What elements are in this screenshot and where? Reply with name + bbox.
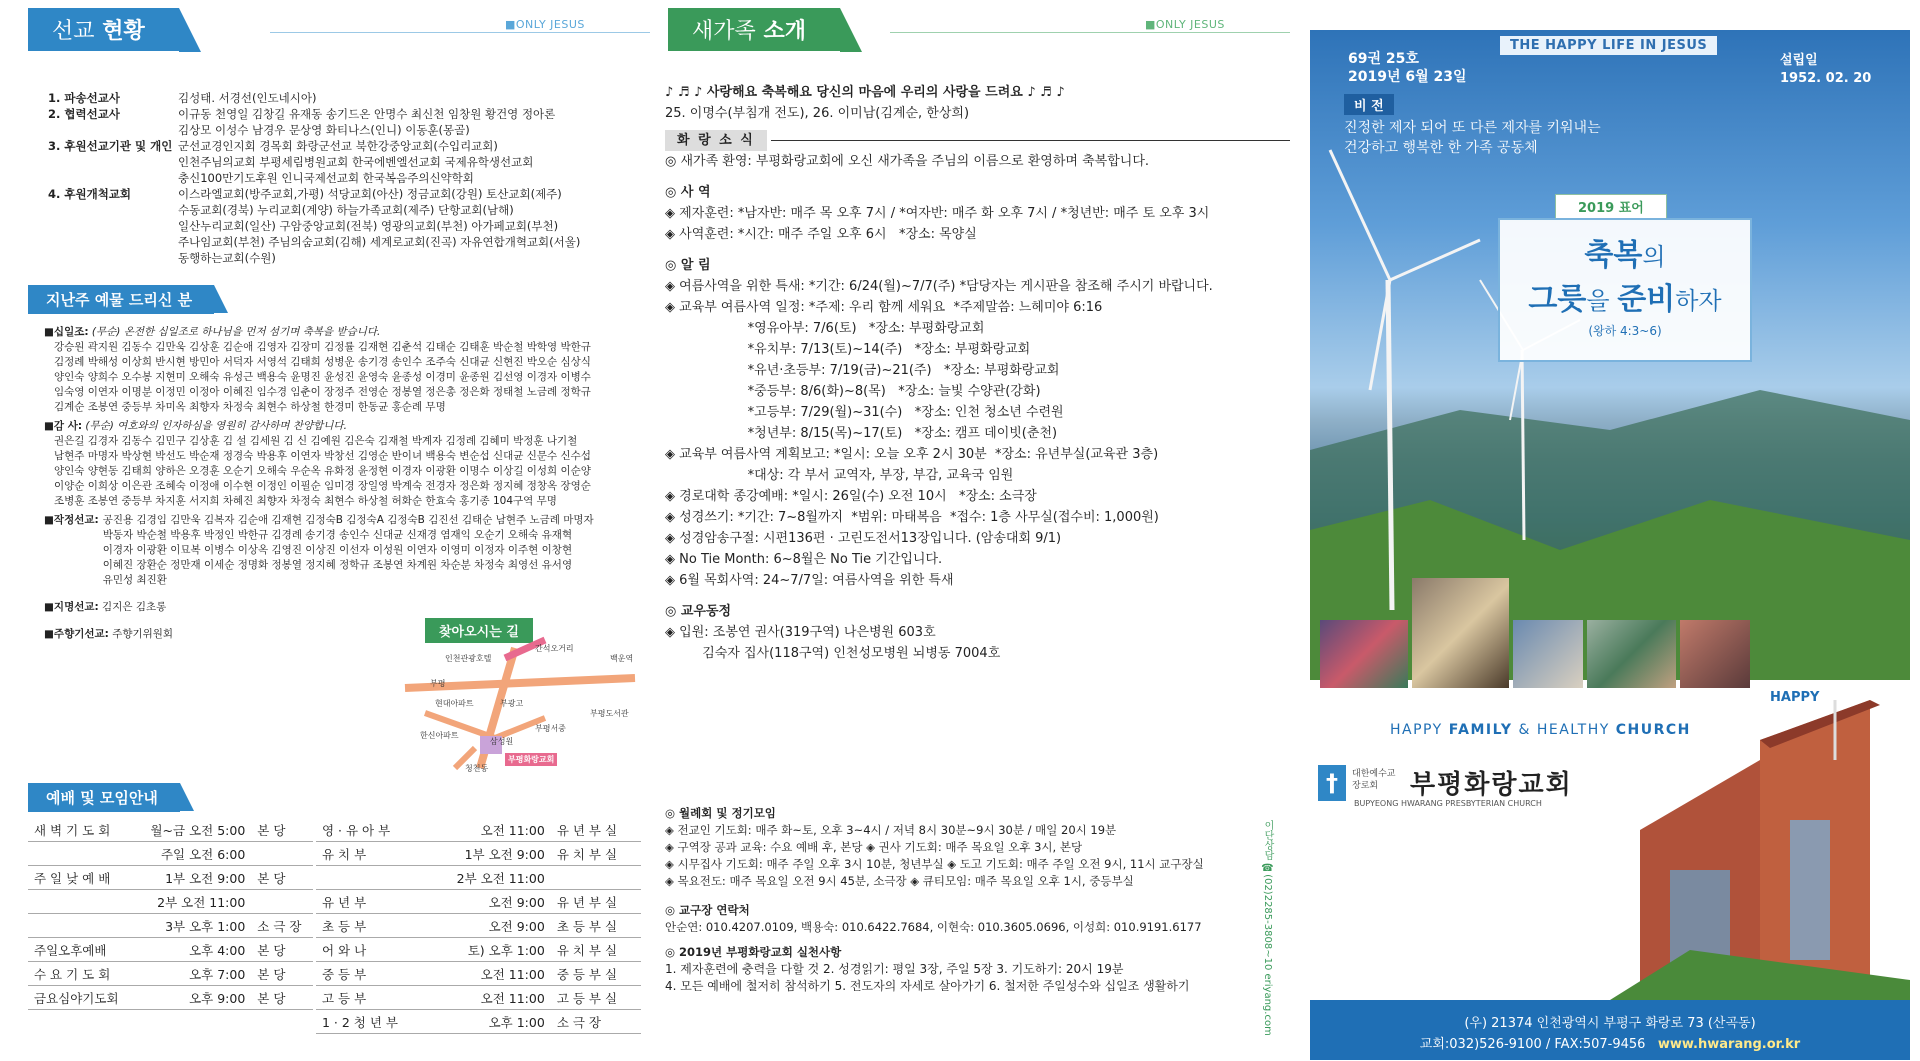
offering-header: 지난주 예물 드리신 분 bbox=[28, 285, 214, 314]
house-names: 주향기위원회 bbox=[112, 628, 174, 640]
worship-cell bbox=[251, 890, 313, 914]
mission-row bbox=[48, 138, 648, 154]
mission-row bbox=[48, 154, 648, 170]
worship-cell: 본 당 bbox=[251, 938, 313, 962]
map-place-label: 현대아파트 bbox=[435, 699, 474, 708]
worship-row bbox=[316, 986, 641, 1010]
worship-cell: 수 요 기 도 회 bbox=[28, 962, 134, 986]
name-line: 강승원 곽지원 김동수 김만욱 김상훈 김순애 김영자 김장미 김정률 김재현 김춘석 김태순 김태훈 박순철 박학영 박한규 bbox=[54, 341, 591, 353]
mission-row bbox=[48, 122, 648, 138]
meetings-block bbox=[665, 805, 1290, 995]
phone-fax: 교회:032)526-9100 / FAX:507-9456 bbox=[1419, 1037, 1646, 1052]
news-section-head: ◎ 알 림 bbox=[665, 258, 711, 273]
thanks-label: ■감 사: bbox=[44, 420, 83, 432]
contacts-head: ◎ 교구장 연락처 bbox=[665, 903, 750, 917]
mission-list bbox=[48, 90, 648, 266]
news-line: ◈ 교육부 여름사역 일정: *주제: 우리 함께 세워요 *주제말씀: 느헤미야 6:16 bbox=[665, 300, 1103, 315]
worship-cell bbox=[28, 914, 134, 938]
mission-title-a: 선교 bbox=[52, 19, 95, 44]
meetings-list bbox=[665, 822, 1290, 890]
mission-row bbox=[48, 186, 648, 202]
practice-list bbox=[665, 961, 1290, 995]
church-name: 부평화랑교회 bbox=[1410, 770, 1573, 800]
worship-row bbox=[28, 914, 313, 938]
worship-cell: 월~금 오전 5:00 bbox=[134, 818, 251, 842]
worship-cell: 소 극 장 bbox=[251, 914, 313, 938]
news-line: *고등부: 7/29(월)~31(수) *장소: 인천 청소년 수련원 bbox=[665, 405, 1064, 420]
meeting-line: ◈ 시무집사 기도회: 매주 주일 오후 3시 10분, 청년부실 ◈ 도고 기도회: 매주 주일 오전 9시, 11시 교구장실 bbox=[665, 857, 1204, 871]
map-place-label: 부광고 bbox=[500, 699, 524, 708]
worship-cell bbox=[28, 842, 134, 866]
worship-cell: 토) 오후 1:00 bbox=[426, 938, 551, 962]
meetings-head: ◎ 월례회 및 정기모임 bbox=[665, 806, 776, 820]
worship-row bbox=[316, 1010, 641, 1034]
news-line: *영유아부: 7/6(토) *장소: 부평화랑교회 bbox=[665, 321, 985, 336]
photo-2 bbox=[1412, 578, 1509, 688]
news-line: ◈ No Tie Month: 6~8월은 No Tie 기간입니다. bbox=[665, 552, 943, 567]
founded-date: 1952. 02. 20 bbox=[1780, 71, 1872, 86]
photo-3 bbox=[1513, 620, 1583, 688]
worship-cell: 유 년 부 bbox=[316, 890, 426, 914]
vision-line-2: 건강하고 행복한 한 가족 공동체 bbox=[1344, 140, 1538, 156]
mission-row-label bbox=[48, 250, 178, 266]
worship-cell: 유 치 부 실 bbox=[551, 938, 641, 962]
news-line: ◈ 교육부 여름사역 계획보고: *일시: 오늘 오후 2시 30분 *장소: 유년부실(교육관 3층) bbox=[665, 447, 1159, 462]
news-line: ◈ 성경암송구절: 시편136편 · 고린도전서13장입니다. (암송대회 9/1) bbox=[665, 531, 1062, 546]
happy-label: HAPPY bbox=[1770, 690, 1820, 705]
map-place-label: 부평도서관 bbox=[590, 709, 629, 718]
mission-title-b: 현황 bbox=[102, 19, 145, 44]
photo-1 bbox=[1320, 620, 1408, 688]
designated-names: 김지은 김초롱 bbox=[102, 601, 167, 613]
worship-cell: 본 당 bbox=[251, 962, 313, 986]
worship-cell: 유 치 부 실 bbox=[551, 842, 641, 866]
worship-cell: 영 · 유 아 부 bbox=[316, 818, 426, 842]
worship-row bbox=[316, 962, 641, 986]
worship-cell: 오전 9:00 bbox=[426, 890, 551, 914]
welcome-song: ♪ ♬ ♪ 사랑해요 축복해요 당신의 마음에 우리의 사랑을 드려요 ♪ ♬ ♪ bbox=[665, 85, 1065, 100]
motto-label: 2019 표어 bbox=[1555, 194, 1667, 219]
worship-row bbox=[28, 818, 313, 842]
map-place-label: 간석오거리 bbox=[535, 644, 574, 653]
only-jesus-label: ■ONLY JESUS bbox=[505, 18, 585, 31]
worship-cell: 주일오후예배 bbox=[28, 938, 134, 962]
map-place-label: 부평 bbox=[430, 679, 446, 688]
mission-row-label bbox=[48, 122, 178, 138]
tithe-names bbox=[44, 340, 644, 415]
news-line: *유년·초등부: 7/19(금)~21(주) *장소: 부평화랑교회 bbox=[665, 363, 1060, 378]
photo-5 bbox=[1680, 620, 1750, 688]
mission-row-text: 충신100만기도후원 인니국제선교회 한국복음주의신약학회 bbox=[178, 171, 474, 185]
motto-vessel: 그릇 bbox=[1528, 282, 1587, 317]
newfamily-title-a: 새가족 bbox=[692, 19, 756, 44]
news-line: *대상: 각 부서 교역자, 부장, 부감, 교육국 임원 bbox=[665, 468, 1014, 483]
map-place-label: 인천관광호텔 bbox=[445, 654, 492, 663]
meeting-line: ◈ 구역장 공과 교육: 수요 예배 후, 본당 ◈ 권사 기도회: 매주 목요일 오후 3시, 본당 bbox=[665, 840, 1083, 854]
worship-cell: 고 등 부 bbox=[316, 986, 426, 1010]
middle-panel bbox=[660, 0, 1300, 1061]
tagline: THE HAPPY LIFE IN JESUS bbox=[1500, 36, 1717, 55]
mission-row-text: 이규동 천영일 김창길 유재동 송기드온 안명수 최신천 임창원 황건영 정아론 bbox=[178, 107, 556, 121]
meeting-line: ◈ 전교인 기도회: 매주 화~토, 오후 3~4시 / 저녁 8시 30분~9시 30분 / 매일 20시 19분 bbox=[665, 823, 1117, 837]
name-line: 이경자 이광환 이묘복 이병수 이상옥 김영진 이상진 이선자 이성원 이연자 이영미 이정자 이주현 이창현 bbox=[102, 544, 573, 556]
mission-row-text: 수동교회(경북) 누리교회(계양) 하늘가족교회(제주) 단항교회(남해) bbox=[178, 203, 514, 217]
news-line: *유치부: 7/13(토)~14(주) *장소: 부평화랑교회 bbox=[665, 342, 1031, 357]
name-line: 이양순 이희상 이은관 조혜숙 이정애 이수현 이정인 이필순 임미경 장일영 박계숙 전경자 정은화 정지혜 정창옥 장영순 bbox=[54, 480, 591, 492]
news-badge: 화 랑 소 식 bbox=[665, 130, 767, 151]
worship-cell: 2부 오전 11:00 bbox=[134, 890, 251, 914]
only-jesus-label-2: ■ONLY JESUS bbox=[1145, 18, 1225, 31]
worship-row bbox=[28, 986, 313, 1010]
name-line: 박동자 박순철 박용후 박정인 박한규 김경례 송기경 송인수 신대균 신재경 염재익 오순기 오해숙 유재혁 bbox=[102, 529, 573, 541]
cult-counsel-side-text: 이단상담 ☎(02)2285-3808~10 eriyang.com bbox=[1262, 820, 1273, 1036]
mission-header bbox=[28, 8, 179, 51]
news-line: ◈ 경로대학 종강예배: *일시: 26일(수) 오전 10시 *장소: 소극장 bbox=[665, 489, 1037, 504]
worship-cell: 오후 4:00 bbox=[134, 938, 251, 962]
worship-header: 예배 및 모임안내 bbox=[28, 783, 180, 812]
photo-4 bbox=[1587, 620, 1675, 688]
map-place-label: 삼성원 bbox=[490, 737, 514, 746]
new-members: 25. 이명수(부침개 전도), 26. 이미남(김계순, 한상희) bbox=[665, 106, 970, 121]
mission-row-label bbox=[48, 154, 178, 170]
mission-row bbox=[48, 234, 648, 250]
worship-cell: 오후 7:00 bbox=[134, 962, 251, 986]
news-line: *중등부: 8/6(화)~8(목) *장소: 늘빛 수양관(강화) bbox=[665, 384, 1041, 399]
vision-label: 비 전 bbox=[1344, 94, 1394, 115]
news-sections bbox=[665, 182, 1290, 664]
worship-cell: 중 등 부 bbox=[316, 962, 426, 986]
worship-row bbox=[28, 842, 313, 866]
name-line: 양인숙 양현동 김태희 양하은 오경훈 오순기 오해숙 우순옥 유화정 윤정현 이경자 이광환 이명수 이상길 이성희 이순양 bbox=[54, 465, 591, 477]
name-line: 양인숙 양희수 오수봉 지현미 오해숙 유성근 백용숙 윤명진 윤성진 윤영숙 윤종성 이경미 윤종원 김선영 이경자 이병수 bbox=[54, 371, 591, 383]
worship-cell: 2부 오전 11:00 bbox=[426, 866, 551, 890]
designated-label: ■지명선교: bbox=[44, 601, 99, 613]
worship-table-edu bbox=[316, 818, 641, 1034]
worship-row bbox=[28, 962, 313, 986]
special-label: ■작정선교: bbox=[44, 514, 99, 526]
news-line: ◈ 사역훈련: *시간: 매주 주일 오후 6시 *장소: 목양실 bbox=[665, 227, 977, 242]
name-line: 조병훈 조봉연 중등부 차지훈 서지희 차혜진 최향자 차정숙 최현수 하상철 허화순 한효숙 홍기종 104구역 무명 bbox=[54, 495, 557, 507]
worship-row bbox=[316, 842, 641, 866]
map-place-label: 부평서중 bbox=[535, 724, 566, 733]
left-panel bbox=[0, 0, 660, 1061]
mission-row-label: 2. 협력선교사 bbox=[48, 107, 120, 121]
name-line: 권은길 김경자 김동수 김민구 김상훈 김 설 김세원 김 신 김예원 김은숙 김재철 박계자 김정례 김혜미 박정훈 나기철 bbox=[54, 435, 578, 447]
worship-row bbox=[316, 818, 641, 842]
worship-row bbox=[28, 866, 313, 890]
mission-row-label bbox=[48, 170, 178, 186]
contact-footer bbox=[1310, 1000, 1910, 1060]
news-section-head: ◎ 교우동정 bbox=[665, 604, 732, 619]
map-place-label: 한신아파트 bbox=[420, 731, 459, 740]
thanks-names bbox=[44, 434, 644, 509]
tithe-note: (무순) 온전한 십일조로 하나님을 먼저 섬기며 축복을 받습니다. bbox=[91, 326, 381, 338]
worship-cell: 초 등 부 실 bbox=[551, 914, 641, 938]
directions-title: 찾아오시는 길 bbox=[425, 618, 533, 643]
address: (우) 21374 인천광역시 부평구 화랑로 73 (산곡동) bbox=[1464, 1016, 1756, 1031]
issue-block bbox=[1348, 50, 1467, 86]
worship-cell: 오전 9:00 bbox=[426, 914, 551, 938]
offering-list bbox=[44, 325, 644, 642]
worship-cell: 오전 11:00 bbox=[426, 986, 551, 1010]
motto-box: 축복의 그릇을 준비하자 (왕하 4:3~6) bbox=[1498, 218, 1752, 362]
thanks-note: (무순) 여호와의 인자하심을 영원히 감사하며 찬양합니다. bbox=[85, 420, 347, 432]
mission-row-label bbox=[48, 234, 178, 250]
worship-cell: 유 년 부 실 bbox=[551, 890, 641, 914]
worship-cell: 주 일 낮 예 배 bbox=[28, 866, 134, 890]
mission-row bbox=[48, 202, 648, 218]
worship-cell: 초 등 부 bbox=[316, 914, 426, 938]
mission-row-text: 동행하는교회(수원) bbox=[178, 251, 276, 265]
worship-cell: 오후 9:00 bbox=[134, 986, 251, 1010]
name-line: 공진용 김경임 김만욱 김복자 김순애 김재현 김정숙B 김정숙A 김정숙B 김진선 김태순 남현주 노금례 마명자 bbox=[102, 514, 594, 526]
mission-row bbox=[48, 250, 648, 266]
mission-row-text: 이스라엘교회(방주교회,가평) 석당교회(아산) 정금교회(강원) 토산교회(제주) bbox=[178, 187, 562, 201]
divider bbox=[890, 32, 1290, 33]
worship-cell bbox=[316, 866, 426, 890]
issue-date: 2019년 6월 23일 bbox=[1348, 69, 1467, 85]
founded-label: 설립일 bbox=[1780, 53, 1818, 68]
cover-panel bbox=[1300, 0, 1920, 1061]
newfamily-content bbox=[665, 82, 1290, 664]
motto-of: 의 bbox=[1642, 243, 1666, 271]
mission-row-text: 인천주님의교회 부평세림병원교회 한국에벤엘선교회 국제유학생선교회 bbox=[178, 155, 534, 169]
worship-cell: 유 년 부 실 bbox=[551, 818, 641, 842]
worship-cell: 소 극 장 bbox=[551, 1010, 641, 1034]
worship-cell: 어 와 나 bbox=[316, 938, 426, 962]
practice-head: ◎ 2019년 부평화랑교회 실천사항 bbox=[665, 945, 842, 959]
mission-row-text: 군선교경인지회 경목회 화랑군선교 북한강중앙교회(수입리교회) bbox=[178, 139, 498, 153]
name-line: 김정례 박해성 이상희 반시현 방민아 서덕자 서영석 김태희 성병운 송기경 송인수 조주숙 신대균 신현진 박오순 심상식 bbox=[54, 356, 591, 368]
news-line: 김숙자 집사(118구역) 인천성모병원 뇌병동 7004호 bbox=[665, 646, 1001, 661]
worship-cell: 금요심야기도회 bbox=[28, 986, 134, 1010]
worship-row bbox=[316, 914, 641, 938]
map-place-label: 백운역 bbox=[610, 654, 634, 663]
photo-strip bbox=[1320, 620, 1750, 688]
vision-text bbox=[1344, 118, 1601, 158]
newfamily-title-b: 소개 bbox=[763, 19, 806, 44]
house-label: ■주향기선교: bbox=[44, 628, 109, 640]
worship-cell bbox=[551, 866, 641, 890]
worship-row bbox=[316, 866, 641, 890]
special-names bbox=[99, 513, 594, 588]
motto-ref: (왕하 4:3~6) bbox=[1588, 324, 1662, 338]
worship-cell: 오전 11:00 bbox=[426, 962, 551, 986]
news-line: ◈ 제자훈련: *남자반: 매주 목 오후 7시 / *여자반: 매주 화 오후 7시 / *청년반: 매주 토 오후 3시 bbox=[665, 206, 1210, 221]
name-line: 남현주 마명자 박상현 박선도 박순재 정경숙 박용후 이연자 박창선 김영순 반이녀 백용숙 변순섭 신대균 신문수 신수섭 bbox=[54, 450, 591, 462]
worship-cell: 주일 오전 6:00 bbox=[134, 842, 251, 866]
worship-cell: 고 등 부 실 bbox=[551, 986, 641, 1010]
name-line: 김계순 조봉연 중등부 차미옥 최향자 차정숙 최현수 하상철 한경미 한동균 홍순례 무명 bbox=[54, 401, 446, 413]
worship-cell: 3부 오후 1:00 bbox=[134, 914, 251, 938]
name-line: 임숙영 이연자 이명분 이정민 이정아 이혜진 임수경 임춘이 장정주 전영순 정봉열 정은총 정은화 정태철 노금례 정학규 bbox=[54, 386, 591, 398]
mission-row-label: 4. 후원개척교회 bbox=[48, 187, 132, 201]
vision-line-1: 진정한 제자 되어 또 다른 제자를 키워내는 bbox=[1344, 120, 1601, 136]
name-line: 유민성 최진환 bbox=[102, 574, 167, 586]
tithe-label: ■십일조: bbox=[44, 326, 89, 338]
worship-cell: 본 당 bbox=[251, 818, 313, 842]
worship-row bbox=[28, 938, 313, 962]
church-logo-icon: † bbox=[1318, 765, 1346, 801]
worship-cell: 1 · 2 청 년 부 bbox=[316, 1010, 426, 1034]
news-section-head: ◎ 사 역 bbox=[665, 185, 711, 200]
website-link[interactable]: www.hwarang.or.kr bbox=[1657, 1037, 1801, 1052]
meeting-line: ◈ 목요전도: 매주 목요일 오전 9시 45분, 소극장 ◈ 큐티모임: 매주 목요일 오후 1시, 중등부실 bbox=[665, 874, 1134, 888]
denomination: 대한예수교 장로회 bbox=[1352, 769, 1396, 791]
mission-row-label bbox=[48, 218, 178, 234]
worship-cell: 중 등 부 실 bbox=[551, 962, 641, 986]
newfamily-header bbox=[668, 8, 840, 51]
practice-line: 4. 모든 예배에 철저히 참석하기 5. 전도자의 자세로 살아가기 6. 철저한 주일성수와 십일조 생활하기 bbox=[665, 979, 1190, 993]
mission-row-text: 주나임교회(부천) 주님의숨교회(김해) 세계로교회(진곡) 자유연합개혁교회(서울) bbox=[178, 235, 581, 249]
contacts-text: 안순연: 010.4207.0109, 백용숙: 010.6422.7684, 이현숙: 010.3605.0696, 이성희: 010.9191.6177 bbox=[665, 920, 1202, 934]
worship-table-main bbox=[28, 818, 313, 1010]
mission-row-text: 김상모 이성수 남경우 문상영 화티나스(인니) 이동훈(몽골) bbox=[178, 123, 470, 137]
news-line: ◈ 여름사역을 위한 특새: *기간: 6/24(월)~7/7(주) *담당자는 게시판을 참조해 주시기 바랍니다. bbox=[665, 279, 1213, 294]
mission-row-text: 일산누리교회(일산) 구암중앙교회(전북) 영광의교회(부천) 아가페교회(부천) bbox=[178, 219, 559, 233]
church-english-name: BUPYEONG HWARANG PRESBYTERIAN CHURCH bbox=[1354, 799, 1542, 808]
worship-cell: 본 당 bbox=[251, 866, 313, 890]
mission-row-label: 3. 후원선교기관 및 개인 bbox=[48, 139, 173, 153]
name-line: 이혜진 장환순 정만재 이세순 정명화 정봉열 정지혜 정학규 조봉연 차계원 차순분 차정숙 최영선 유서영 bbox=[102, 559, 573, 571]
worship-row bbox=[316, 938, 641, 962]
map-place-label: 청천동 bbox=[465, 764, 489, 773]
mission-row-label bbox=[48, 202, 178, 218]
motto-bless: 축복 bbox=[1584, 238, 1643, 273]
worship-cell: 1부 오전 9:00 bbox=[426, 842, 551, 866]
map-place-label: 부평화랑교회 bbox=[505, 753, 557, 766]
news-line: ◈ 성경쓰기: *기간: 7~8월까지 *범위: 마태복음 *접수: 1층 사무실(접수비: 1,000원) bbox=[665, 510, 1159, 525]
mission-row bbox=[48, 106, 648, 122]
directions-map bbox=[385, 618, 655, 778]
motto-prepare: 준비 bbox=[1617, 282, 1676, 317]
mission-row bbox=[48, 90, 648, 106]
worship-cell: 오후 1:00 bbox=[426, 1010, 551, 1034]
mission-row bbox=[48, 218, 648, 234]
worship-cell: 오전 11:00 bbox=[426, 818, 551, 842]
worship-row bbox=[316, 890, 641, 914]
mission-row-text: 김성태. 서경선(인도네시아) bbox=[178, 91, 317, 105]
mission-row-label: 1. 파송선교사 bbox=[48, 91, 120, 105]
news-line: ◈ 6월 목회사역: 24~7/7일: 여름사역을 위한 특새 bbox=[665, 573, 954, 588]
founded-block bbox=[1780, 52, 1871, 88]
mission-row bbox=[48, 170, 648, 186]
worship-cell bbox=[28, 890, 134, 914]
worship-cell: 유 치 부 bbox=[316, 842, 426, 866]
divider bbox=[270, 32, 650, 33]
news-line: ◈ 입원: 조봉연 권사(319구역) 나은병원 603호 bbox=[665, 625, 936, 640]
welcome-line: ◎ 새가족 환영: 부평화랑교회에 오신 새가족을 주님의 이름으로 환영하며 축복합니다. bbox=[665, 154, 1150, 169]
worship-cell: 본 당 bbox=[251, 986, 313, 1010]
issue-number: 69권 25호 bbox=[1348, 51, 1419, 67]
church-building-image bbox=[1610, 700, 1910, 1000]
practice-line: 1. 제자훈련에 충력을 다할 것 2. 성경읽기: 평일 3장, 주일 5장 3. 기도하기: 20시 19분 bbox=[665, 962, 1124, 976]
news-line: *청년부: 8/15(목)~17(토) *장소: 캠프 데이빗(춘천) bbox=[665, 426, 1058, 441]
worship-row bbox=[28, 890, 313, 914]
worship-cell: 새 벽 기 도 회 bbox=[28, 818, 134, 842]
worship-cell: 1부 오전 9:00 bbox=[134, 866, 251, 890]
worship-cell bbox=[251, 842, 313, 866]
slogan: HAPPY FAMILY & HEALTHY CHURCH bbox=[1390, 722, 1691, 738]
